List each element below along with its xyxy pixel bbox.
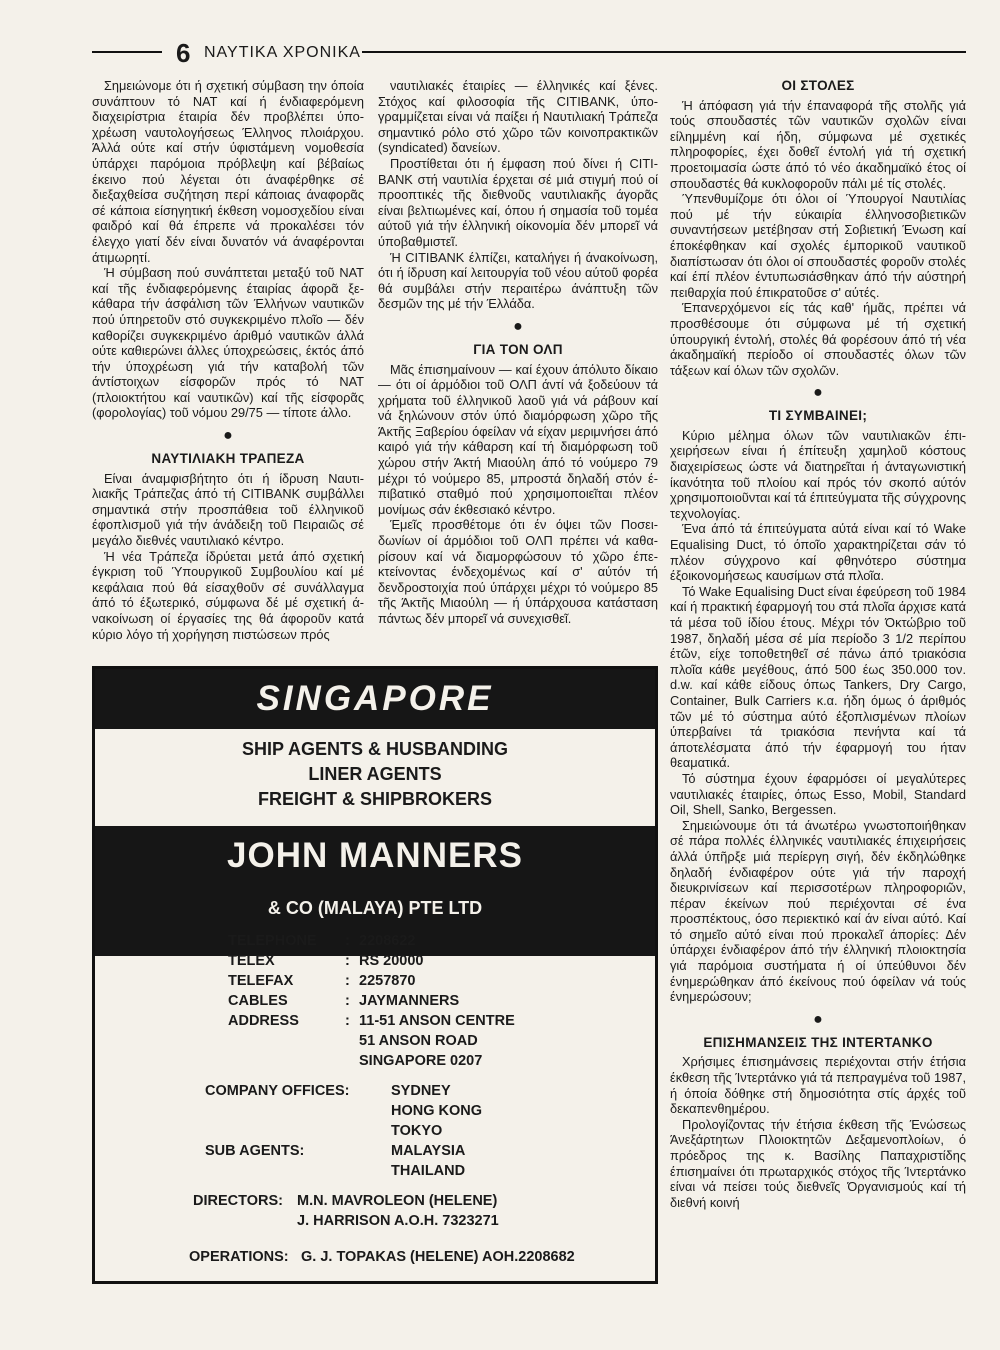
- paragraph: Σημειώνομε ότι ή σχετική σύμβαση την όποία συνάπτουν τό ΝΑΤ καί ή ένδιαφερόμενη διαχειρίστρια έταιρία δέν προβλέπει ύποχρέωση ναυτολογήσεως Έλληνος πλοιάρχου. Άλλά ούτε καί στήν ύφιστάμενη νομοθεσία ύπάρχει παρόμοια πρόβλεψη καί βέβαίως έκεινο πού λέγεται ότι άναφέρθηκε σέ διεξαχθείσα συζήτηση περί κάποιας άναφορᾶς σέ κάποια είσηγητική έκθεση νομοσχεδίου είναι φαιδρό καί θά έπρεπε νά προκαλέσει τόν έλεγχο γιατί δέν είναι δυνατόν νά άναφέρονται άτιμωρητί.: [92, 78, 364, 265]
- ad-telefax: 2257870: [359, 973, 416, 989]
- article-column-1: [92, 78, 364, 642]
- paragraph: Ένα άπό τά έπιτεύγματα αύτά είναι καί τό Wake Equalising Duct, τό όποῖο χαρακτηρίζεται σάν τό πλέον σύγχρονο καί φθηνότερο σύστημα έξοικονομήσεως καυσίμων στά πλοῖα.: [670, 521, 966, 584]
- paragraph: Έπανερχόμενοι είς τάς καθ' ήμᾶς, πρέπει νά προσθέσουμε ότι σύμφωνα μέ τή σχετική ύπουργική έντολή, στολές θά φορέσουν άπό τή νέα άκαδημαϊκή περίοδο οί σπουδαστές όλων τῶν τάξεων καί όλων τῶν σχολῶν.: [670, 300, 966, 378]
- ad-title-band: SINGAPORE: [95, 669, 655, 729]
- ad-label-telephone: TELEPHONE: [228, 933, 317, 949]
- ad-label-operations: OPERATIONS:: [189, 1249, 289, 1265]
- paragraph: Είναι άναμφισβήτητο ότι ή ίδρυση Ναυτιλιακῆς Τράπεζας άπό τή CITIBANK συμβάλλει σημαντικά στήν προσπάθεια τοῦ έλληνικοῦ έφοπλισμοῦ γιά τήν άνάδειξη τοῦ Πειραιῶς σέ μεγάλο διεθνές ναυτιλιακό κέντρο.: [92, 470, 364, 549]
- ad-operations: G. J. TOPAKAS (HELENE) AOH.2208682: [301, 1249, 575, 1265]
- ad-label-sub-agents: SUB AGENTS:: [205, 1143, 305, 1159]
- ad-company-name: JOHN MANNERS: [227, 836, 523, 875]
- ad-services: [95, 737, 655, 812]
- ad-director: J. HARRISON A.O.H. 7323271: [297, 1213, 499, 1229]
- ad-company-subtitle: & CO (MALAYA) PTE LTD: [267, 898, 483, 918]
- ad-label-directors: DIRECTORS:: [193, 1193, 283, 1209]
- ad-sep: :: [345, 1013, 350, 1029]
- paragraph: Χρήσιμες έπισημάνσεις περιέχονται στήν έτήσια έκθεση τῆς Ίντερτάνκο γιά τά πεπραγμένα τοῦ 1987, ή όποία δόθηκε στή δημοσιότητα στίς άρχές τοῦ δεκαπενθημέρου.: [670, 1054, 966, 1117]
- paragraph: Ή CITIBANK έλπίζει, καταλήγει ή άνακοίνωση, ότι ή ίδρυση καί λειτουργία τοῦ νέου αύτοῦ φορέα θά συμβάλει στήν περαιτέρω άνάπτυξη τῶν δεσμῶν της μέ τήν Έλλάδα.: [378, 249, 658, 312]
- paragraph: Ή άπόφαση γιά τήν έπαναφορά τῆς στολῆς γιά τούς σπουδαστές τῶν ναυτικῶν σχολῶν είναι είλημμένη καί ήδη, σύμφωνα μέ σχετικές πληροφορίες, έχει δοθεῖ έντολή γιά τή σχετική προετοιμασία ώστε άπό τό νέο άκαδημαϊκό έτος οί σπουδαστές θά κυκλοφοροῦν πάλι μέ τίς στολές.: [670, 97, 966, 191]
- ad-sep: :: [345, 953, 350, 969]
- ad-label-cables: CABLES: [228, 993, 288, 1009]
- publication-title: ΝΑΥΤΙΚΑ ΧΡΟΝΙΚΑ: [204, 44, 361, 61]
- section-heading-intertanko: ΕΠΙΣΗΜΑΝΣΕΙΣ ΤΗΣ INTERTANKO: [703, 1034, 933, 1050]
- ad-label-offices: COMPANY OFFICES:: [205, 1083, 350, 1099]
- ad-address-line: 11-51 ANSON CENTRE: [359, 1013, 515, 1029]
- ad-service: FREIGHT & SHIPBROKERS: [257, 789, 493, 809]
- ad-office: HONG KONG: [391, 1103, 483, 1119]
- header-rule-right: [362, 51, 966, 53]
- page-number: 6: [176, 38, 191, 68]
- ad-office: TOKYO: [391, 1123, 443, 1139]
- paragraph: Προλογίζοντας τήν έτήσια έκθεση τῆς Ένώσεως Άνεξάρτητων Πλοιοκτητῶν Δεξαμενοπλοίων, ό πρόεδρος της κ. Βασίλης Παπαχριστίδης έπισημαίνει ότι πρωταρχικός στόχος τῆς Ίντερτάνκο είναι νά πείσει τούς διεθνεῖς Όργανισμούς καί τή διεθνή κοινή: [670, 1116, 966, 1210]
- paragraph: Ή σύμβαση πού συνάπτεται μεταξύ τοῦ ΝΑΤ καί τῆς ένδιαφερόμενης έταιρίας άφορᾶ ξεκάθαρα τήν άσφάλιση τῶν Έλλήνων ναυτικῶν πού ύπηρετοῦν στό συγκεκριμένο πλοῖο — δέν καθορίζει συγκεκριμένο άριθμό ναυτικῶν άλλά ούτε καθιερώνει άλλες ύποχρεώσεις, έκτός άπό τήν ύποχρέωση γιά τήν καταβολή τῶν άντίστοιχων είσφορῶν πρός τό ΝΑΤ (πλοιοκτήτου καί ναυτικῶν) καί τῆς είσφορᾶς (φορολογίας) τοῦ νόμου 29/75 — τίποτε άλλο.: [92, 265, 364, 421]
- paragraph: Σημειώνουμε ότι τά άνωτέρω γνωστοποιήθηκαν σέ πάρα πολλές έλληνικές ναυτιλιακές έπιχειρήσεις άλλά ύπῆρξε μιά περίεργη σιγή, δέν έκδηλώθηκε δηλαδή ένδιαφέρον ούτε γιά τήν παροχή διευκρινίσεων καί περισσοτέρων πληροφοριῶν, πέραν έκείνων πού περιέχονται σέ ένα προσπέκτους, όσο περιεκτικό καί άν είναι αύτό. Καί τό σημεῖο αύτό είναι πού προκαλεῖ άπορίες: Δέν ύπάρχει ένδιαφέρον άπό τήν έλληνική πλοιοκτησία γιά παρόμοια συστήματα ή οί ύπεύθυνοι δέν ένημερώθηκαν άπό έκείνους πού όφείλαν νά τούς ένημερώσουν;: [670, 817, 966, 1005]
- section-bullet: ●: [223, 427, 233, 445]
- ad-address-line: 51 ANSON ROAD: [359, 1033, 478, 1049]
- paragraph: Ύπενθυμίζομε ότι όλοι οί Ύπουργοί Ναυτιλίας πού μέ τήν εύκαιρία έλληνοσοβιετικῶν συναντήσεων μετέβησαν στή Σοβιετική Ένωση καί έποκέφθηκαν καί σχολές έμπορικοῦ ναυτικοῦ διαπίστωσαν ότι όλοι οί σπουδαστές φοροῦν στολές καί έπί πλέον έντυπωσιάσθηκαν άπό τήν αύστηρή πειθαρχία πού έπικρατοῦσε σ' αύτές.: [670, 191, 966, 300]
- ad-telephone: 2208622: [359, 933, 416, 949]
- header-rule-left: [92, 51, 162, 53]
- section-bullet: ●: [513, 317, 523, 335]
- ad-cables: JAYMANNERS: [359, 993, 460, 1009]
- section-bullet: ●: [813, 1010, 823, 1028]
- ad-label-address: ADDRESS: [228, 1013, 299, 1029]
- paragraph: Τό σύστημα έχουν έφαρμόσει οί μεγαλύτερες ναυτιλιακές έταιρίες, όπως Esso, Mobil, Standard Oil, Shell, Sanko, Bergessen.: [670, 770, 966, 818]
- ad-label-telex: TELEX: [228, 953, 275, 969]
- ad-sep: :: [345, 973, 350, 989]
- section-heading-shipping-bank: ΝΑΥΤΙΛΙΑΚΗ ΤΡΑΠΕΖΑ: [151, 451, 305, 467]
- ad-telex: RS 20000: [359, 953, 424, 969]
- ad-sub-agent: THAILAND: [391, 1163, 466, 1179]
- paragraph: Μᾶς έπισημαίνουν — καί έχουν άπόλυτο δίκαιο — ότι οί άρμόδιοι τοῦ ΟΛΠ άντί νά ξοδεύουν τά χρήματα τοῦ έλληνικοῦ λαοῦ γιά νά ράβουν καί νά ξηλώνουν στόν ύπό διαμόρφωση χῶρο τῆς Άκτῆς Ξαβερίου όφείλαν νά είχαν μεριμνήσει άπό καιρό γιά τήν κάθαρση καί τή διαμόρφωση τοῦ χώρου στήν Άκτή Μιαούλη άπό τό νούμερο 79 μέχρι τό νούμερο 85, μπροστά δηλαδή στόν έπιβατικό σταθμό πού χρησιμοποιεῖται πλέον μονίμως σάν έκθεσιακό κέντρο.: [378, 361, 658, 517]
- ad-service: LINER AGENTS: [308, 764, 442, 784]
- ad-director: M.N. MAVROLEON (HELENE): [297, 1193, 498, 1209]
- paragraph: Προστίθεται ότι ή έμφαση πού δίνει ή CITIBANK στή ναυτιλία έρχεται σέ μιά στιγμή πού οί προοπτικές τῆς διεθνοῦς ναυτιλιακῆς άγορᾶς είναι βελτιωμένες καί, όπου ή σημασία τοῦ τομέα αύτοῦ γιά τήν έλληνική οίκονομία δέν μπορεῖ νά ύποβαθμιστεῖ.: [378, 155, 658, 249]
- ad-label-telefax: TELEFAX: [228, 973, 294, 989]
- article-column-2: [378, 78, 658, 627]
- paragraph: Έμεῖς προσθέτομε ότι έν όψει τῶν Ποσειδωνίων οί άρμόδιοι τοῦ ΟΛΠ πρέπει νά καθαρίσουν καί νά διαμορφώσουν τό χῶρο έπεκτείνοντας ένδεχομένως καί σ' αύτόν τή δενδροστοιχία πού ύπάρχει μέχρι τό νούμερο 85 τῆς Άκτῆς Μιαούλη — ή ύπάρχουσα κατάσταση πάντως δέν μπορεῖ νά συνεχισθεῖ.: [378, 517, 658, 626]
- paragraph: Τό Wake Equalising Duct είναι έφεύρεση τοῦ 1984 καί ή πρακτική έφαρμογή του στά πλοῖα άρχισε κατά τά μέσα τοῦ ίδίου έτους. Μέχρι τόν Όκτώβριο τοῦ 1987, δηλαδή μέσα σέ μία περίοδο 3 1/2 περίπου έτῶν, είχε τοποθετηθεῖ σέ πάνω άπό τριακόσια πλοῖα κάθε μεγέθους, άπό 500 έως 350.000 τον. d.w. καί κάθε είδους όπως Tankers, Dry Cargo, Container, Bulk Carriers κ.α. ήδη όμως ό άριθμός τῶν μέ τό σύστημα αύτό έξοπλισμένων πλοίων ύπερβαίνει τά τριακόσια πενήντα καί τά άποτελέσματα άπό τήν έφαρμογή του ήταν θεαματικά.: [670, 583, 966, 771]
- section-heading-what-happens: ΤΙ ΣΥΜΒΑΙΝΕΙ;: [768, 408, 868, 424]
- ad-address-line: SINGAPORE 0207: [359, 1053, 483, 1069]
- ad-office: SYDNEY: [391, 1083, 451, 1099]
- paragraph: Κύριο μέλημα όλων τῶν ναυτιλιακῶν έπιχειρήσεων είναι ή έπίτευξη χαμηλοῦ κόστους διαχειρίσεως ώστε νά διατηρεῖται ή άνταγωνιστική ίκανότητα τοῦ πλοίου καί πρός τόν σκοπό αύτόν χρησιμοποιοῦνται καί τά έπιτεύγματα τῆς σύγχρονης τεχνολογίας.: [670, 427, 966, 521]
- advertisement-john-manners: [92, 666, 658, 1284]
- paragraph: ναυτιλιακές έταιρίες — έλληνικές καί ξένες. Στόχος καί φιλοσοφία τῆς CITIBANK, ύπογραμμίζεται είναι νά παίξει ή Ναυτιλιακή Τράπεζα σημαντικό ρόλο στό χῶρο τῶν κοινοπρακτικῶν (syndicated) δανείων.: [378, 78, 658, 156]
- ad-service: SHIP AGENTS & HUSBANDING: [241, 739, 509, 759]
- ad-sep: :: [345, 993, 350, 1009]
- article-column-3: [670, 78, 966, 1210]
- ad-sep: :: [345, 933, 350, 949]
- paragraph: Ή νέα Τράπεζα ίδρύεται μετά άπό σχετική έγκριση τοῦ Ύπουργικοῦ Συμβουλίου καί μέ κεφάλαια πού θά είσαχθοῦν σέ συνάλλαγμα άπό τό έξωτερικό, σύμφωνα δέ μέ σχετική άνακοίνωση οί έργασίες της θά άφοροῦν κατά κύριο λόγο τή χορήγηση πιστώσεων πρός: [92, 548, 364, 642]
- section-heading-olp: ΓΙΑ ΤΟΝ ΟΛΠ: [473, 341, 563, 357]
- section-heading-uniforms: ΟΙ ΣΤΟΛΕΣ: [781, 78, 855, 93]
- section-bullet: ●: [813, 384, 823, 402]
- ad-sub-agent: MALAYSIA: [391, 1143, 466, 1159]
